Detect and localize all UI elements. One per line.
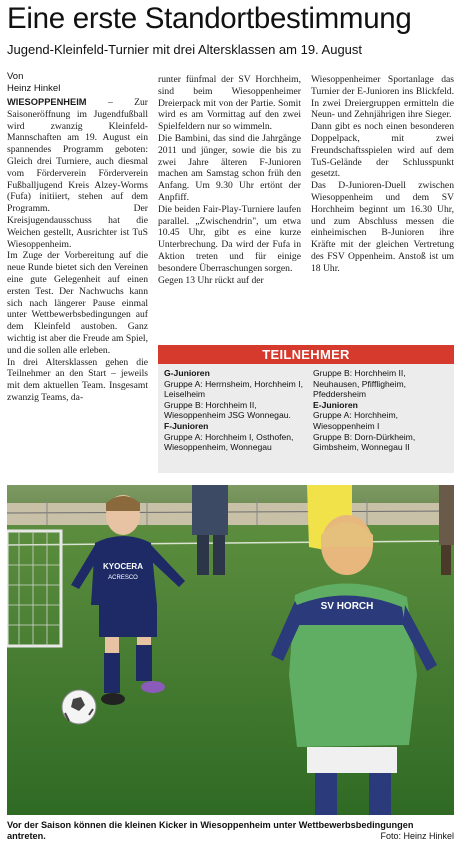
paragraph: Das D-Junioren-Duell zwischen Wiesoppenheim und dem SV Horchheim beginnt um 16.30 Uhr, und zum Abschluss messen die einheimischen B-Junioren ihre Kräfte mit der gleichen Vertretung des FSV Oppenheim. Anstoß ist um 18 Uhr. (311, 180, 454, 274)
running-track (7, 503, 454, 525)
paragraph: Die beiden Fair-Play-Turniere laufen parallel. „Zwischendrin", um etwa 10.45 Uhr, gibt es eine kurze Unterbrechung. Da wird der Fufa in Aktion treten und für einige besondere Überraschungen sorgen. (158, 203, 301, 274)
teilnehmer-column-left (164, 368, 304, 453)
paragraph: Die Bambini, das sind die Jahrgänge 2011 und jünger, sowie die bis zu zwei Jahre älteren F-Junioren machen am Samstag schon früh den Anfang. Um 9.30 Uhr ertönt der Anpfiff. (158, 132, 301, 203)
jersey-sponsor-2: ACRESCO (108, 575, 138, 581)
article-column-1 (7, 97, 148, 404)
teilnehmer-column-right (313, 368, 453, 453)
dateline: WIESOPPENHEIM (7, 97, 87, 107)
photo-illustration (7, 485, 454, 815)
group-title-f: F-Junioren (164, 420, 209, 431)
group-title-g: G-Junioren (164, 368, 210, 378)
group-entry: Gruppe A: Horchheim I, Osthofen, Wiesoppenheim, Wonnegau (164, 431, 294, 453)
paragraph: Gegen 13 Uhr rückt auf der (158, 274, 264, 286)
photo-caption: Vor der Saison können die kleinen Kicker in Wiesoppenheim unter Wettbewerbsbedingungen antreten. (7, 820, 414, 841)
article-column-2 (158, 74, 301, 286)
paragraph: Dann gibt es noch einen besonderen Doppelpack, mit zwei Freundschaftsspielen wird auf dem TuS-Gelände der Schlusspunkt gesetzt. (311, 121, 454, 180)
group-entry: Gruppe B: Horchheim II, Neuhausen, Pfiffligheim, Pfeddersheim (313, 368, 406, 400)
group-entry: Gruppe B: Dorn-Dürkheim, Gimbsheim, Wonnegau II (313, 431, 416, 453)
photo-credit: Foto: Heinz Hinkel (380, 831, 454, 841)
lead-paragraph (7, 97, 148, 250)
byline (7, 71, 60, 95)
lead-text: – Zur Saisoneröffnung im Jugendfußball wird zwanzig Kleinfeld-Mannschaften am 19. August ein spannendes Programm geboten: Gleich drei Turniere, auch diesmal vom Förderverein Förderverein Fußballjugend Kreis Alzey-Worms (Fufa) initiiert, stehen auf dem Programm. Der Kreisjugendausschuss hat die Weichen gestellt, Ausrichter ist TuS Wiesoppenheim. (7, 97, 148, 250)
teilnehmer-box (158, 345, 454, 473)
group-title-e: E-Junioren (313, 399, 358, 410)
group-entry: Gruppe A: Horchheim, Wiesoppenheim I (313, 410, 399, 431)
article-column-3 (311, 74, 454, 275)
teilnehmer-title: TEILNEHMER (158, 345, 454, 364)
paragraph: Wiesoppenheimer Sportanlage das Turnier der E-Junioren ins Blickfeld. In zwei Dreiergruppen ermitteln die Neun- und Zehnjährigen ihre Sieger. (311, 74, 454, 121)
subheadline: Jugend-Kleinfeld-Turnier mit drei Altersklassen am 19. August (7, 42, 363, 57)
group-entry: Gruppe B: Horchheim II, Wiesoppenheim JSG Wonnegau. (164, 399, 291, 421)
author-name: Heinz Hinkel (7, 83, 61, 94)
bib-text: SV HORCH (320, 601, 374, 612)
paragraph: runter fünfmal der SV Horchheim, sind beim Wiesoppenheimer Dreierpack mit von der Partie. Somit wird es am Vormittag auf den zwei Spielfeldern nur so wimmeln. (158, 74, 301, 133)
paragraph: Im Zuge der Vorbereitung auf die neue Runde bietet sich den Vereinen eine gute Gelegenheit auf einen ersten Test. Der Nachwuchs kann sich nach längerer Pause einmal unter Wettbewerbsbedingungen auf dem Kleinfeld austoben. Ganz wichtig ist aber die Freude am Spiel, und die sollen alle erleben. (7, 250, 148, 356)
headline: Eine erste Standortbestimmung (7, 2, 412, 35)
soccer-ball (62, 690, 96, 724)
byline-label: Von (7, 71, 24, 82)
jersey-sponsor: KYOCERA (102, 562, 144, 571)
paragraph: In drei Altersklassen gehen die Teilnehmer an den Start – jeweils mit dem aktuellen Team. Insgesamt zwanzig Teams, da- (7, 356, 148, 403)
group-entry: Gruppe A: Herrnsheim, Horchheim I, Leiselheim (164, 378, 303, 400)
article-photo (7, 485, 454, 815)
